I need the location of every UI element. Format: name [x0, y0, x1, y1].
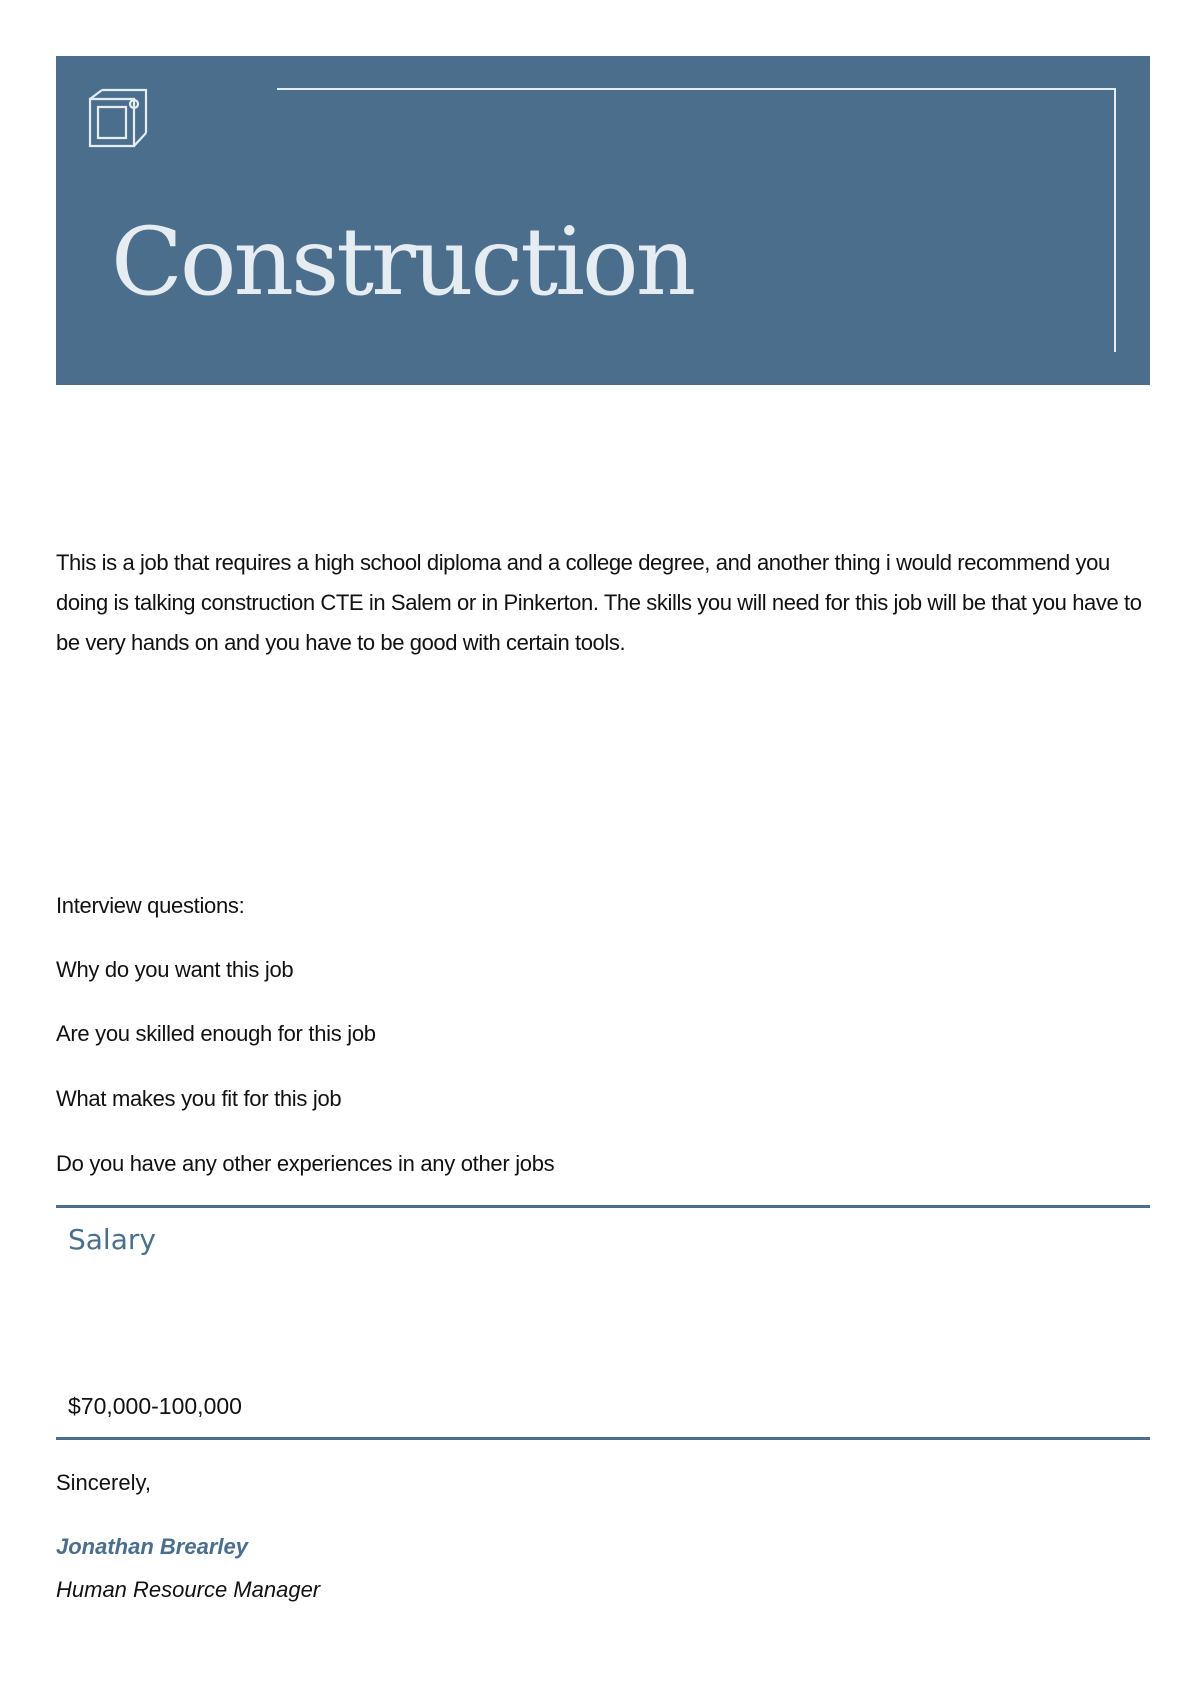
- header-banner: [56, 56, 1150, 385]
- interview-heading: Interview questions:: [56, 893, 245, 918]
- frame-line-top: [277, 88, 1116, 90]
- intro-paragraph: This is a job that requires a high school diploma and a college degree, and another thing i would recommend you doing is talking construction CTE in Salem or in Pinkerton. The skills you will need for this job will be that you have to be very hands on and you have to be good with certain tools.: [56, 550, 1142, 655]
- box-corner-icon: [88, 88, 148, 148]
- interview-question: Why do you want this job: [56, 957, 294, 982]
- interview-question: Are you skilled enough for this job: [56, 1021, 376, 1046]
- closing-text: Sincerely,: [56, 1470, 151, 1495]
- signer-role: Human Resource Manager: [56, 1577, 321, 1602]
- salary-value: $70,000-100,000: [68, 1393, 242, 1419]
- salary-heading: Salary: [68, 1223, 156, 1256]
- signer-name: Jonathan Brearley: [56, 1534, 248, 1559]
- interview-question: What makes you fit for this job: [56, 1086, 342, 1111]
- salary-divider-top: [56, 1205, 1150, 1208]
- salary-divider-bottom: [56, 1437, 1150, 1440]
- interview-question: Do you have any other experiences in any other jobs: [56, 1151, 555, 1176]
- frame-line-right: [1114, 88, 1116, 352]
- page-title: Construction: [111, 208, 694, 317]
